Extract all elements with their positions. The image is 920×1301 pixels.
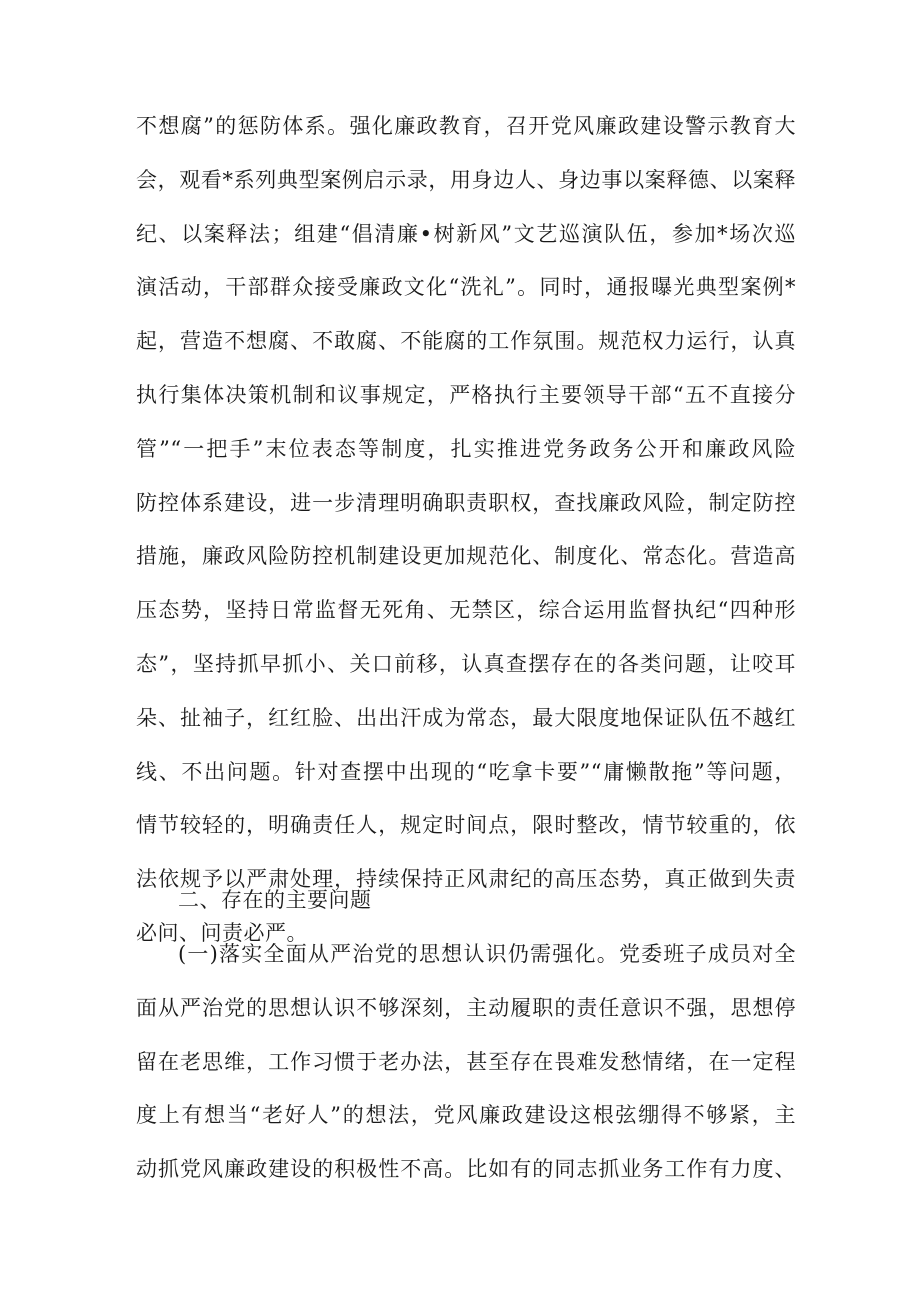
paragraph-line: 线、不出问题。针对查摆中出现的“吃拿卡要”“庸懒散拖”等问题， — [136, 759, 796, 784]
paragraph-line: 动抓党风廉政建设的积极性不高。比如有的同志抓业务工作有力度、 — [136, 1157, 796, 1182]
paragraph-line: 态”，坚持抓早抓小、关口前移，认真查摆存在的各类问题，让咬耳 — [136, 651, 796, 676]
paragraph-line: 措施，廉政风险防控机制建设更加规范化、制度化、常态化。营造高 — [136, 544, 796, 569]
paragraph-line: 法依规予以严肃处理，持续保持正风肃纪的高压态势，真正做到失责 — [136, 867, 796, 892]
paragraph-line: 度上有想当“老好人”的想法，党风廉政建设这根弦绷得不够紧，主 — [136, 1103, 796, 1128]
paragraph-line: 演活动，干部群众接受廉政文化“洗礼”。同时，通报曝光典型案例* — [136, 275, 796, 300]
paragraph-line: 纪、以案释法；组建“倡清廉•树新风”文艺巡演队伍，参加*场次巡 — [136, 221, 796, 246]
paragraph-line: 管”“一把手”末位表态等制度，扎实推进党务政务公开和廉政风险 — [136, 436, 796, 461]
paragraph-line: 朵、扯袖子，红红脸、出出汗成为常态，最大限度地保证队伍不越红 — [136, 705, 796, 730]
paragraph-line: 留在老思维，工作习惯于老办法，甚至存在畏难发愁情绪，在一定程 — [136, 1049, 796, 1074]
paragraph-line: 会，观看*系列典型案例启示录，用身边人、身边事以案释德、以案释 — [136, 167, 796, 192]
paragraph-line: 压态势，坚持日常监督无死角、无禁区，综合运用监督执纪“四种形 — [136, 598, 796, 623]
paragraph-line: 面从严治党的思想认识不够深刻，主动履职的责任意识不强，思想停 — [136, 995, 796, 1020]
paragraph-line: 情节较轻的，明确责任人，规定时间点，限时整改，情节较重的，依 — [136, 813, 796, 838]
paragraph-line: 执行集体决策机制和议事规定，严格执行主要领导干部“五不直接分 — [136, 382, 796, 407]
section-heading: 二、存在的主要问题 — [178, 888, 372, 912]
paragraph-line: 必问、问责必严。 — [136, 920, 308, 945]
paragraph-line: 不想腐”的惩防体系。强化廉政教育，召开党风廉政建设警示教育大 — [136, 114, 796, 138]
paragraph-line: 防控体系建设，进一步清理明确职责职权，查找廉政风险，制定防控 — [136, 490, 796, 515]
paragraph-line: 起，营造不想腐、不敢腐、不能腐的工作氛围。规范权力运行，认真 — [136, 329, 796, 354]
paragraph-line: (一)落实全面从严治党的思想认识仍需强化。党委班子成员对全 — [178, 942, 796, 966]
paragraph-1 — [136, 100, 796, 961]
paragraph-2 — [136, 928, 796, 1197]
